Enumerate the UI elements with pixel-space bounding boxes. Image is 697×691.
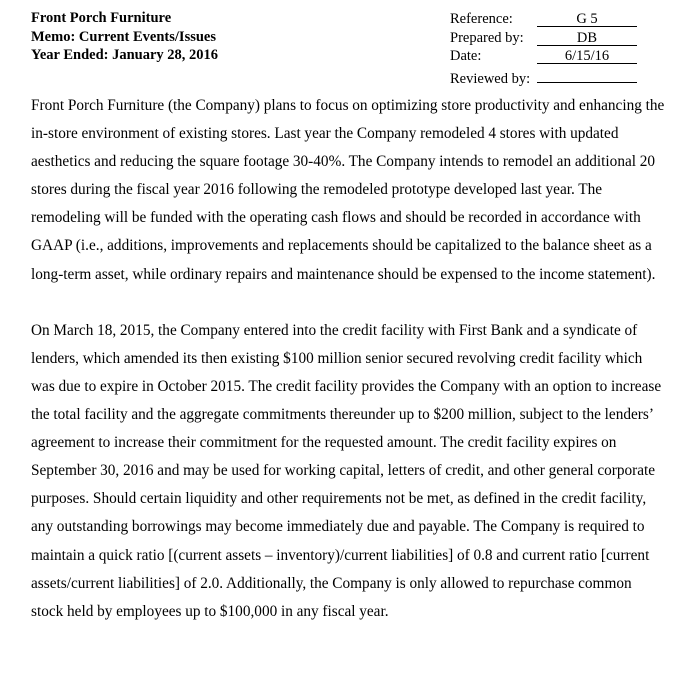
meta-row-reviewed-by bbox=[450, 66, 690, 85]
memo-header bbox=[0, 9, 697, 87]
memo-title-line-year-ended: Year Ended: January 28, 2016 bbox=[31, 47, 219, 63]
meta-value-date[interactable]: 6/15/16 bbox=[537, 47, 637, 64]
memo-paragraph-1: Front Porch Furniture (the Company) plans to focus on optimizing store productivity and enhancing the in-store environment of existing stores. Last year the Company remodeled 4 stores with updated aesthetics and reducing the square footage 30-40%. The Company intends to remodel an additional 20 stores during the fiscal year 2016 following the remodeled prototype developed last year. The remodeling will be funded with the operating cash flows and should be recorded in accordance with GAAP (i.e., additions, improvements and replacements should be capitalized to the balance sheet as a long-term asset, while ordinary repairs and maintenance should be expensed to the income statement). bbox=[31, 97, 665, 283]
memo-body bbox=[31, 92, 665, 626]
meta-label-reviewed-by: Reviewed by: bbox=[450, 70, 531, 87]
memo-paragraph-2: On March 18, 2015, the Company entered into the credit facility with First Bank and a syndicate of lenders, which amended its then existing $100 million senior secured revolving credit facility which was due to expire in October 2015. The credit facility provides the Company with an option to increase the total facility and the aggregate commitments thereunder up to $200 million, subject to the lenders’ agreement to increase their commitment for the requested amount. The credit facility expires on September 30, 2016 and may be used for working capital, letters of credit, and other general corporate purposes. Should certain liquidity and other requirements not be met, as defined in the credit facility, any outstanding borrowings may become immediately due and payable. The Company is required to maintain a quick ratio [(current assets – inventory)/current liabilities] of 0.8 and current ratio [current assets/current liabilities] of 2.0. Additionally, the Company is only allowed to repurchase common stock held by employees up to $100,000 in any fiscal year. bbox=[31, 321, 662, 620]
memo-title-line-company: Front Porch Furniture bbox=[31, 10, 172, 26]
memo-title-block bbox=[31, 9, 218, 65]
meta-label-reference: Reference: bbox=[450, 11, 513, 27]
memo-title-line-subject: Memo: Current Events/Issues bbox=[31, 28, 216, 45]
meta-value-reviewed-by[interactable] bbox=[537, 66, 637, 83]
meta-row-reference bbox=[450, 10, 690, 29]
meta-label-date: Date: bbox=[450, 48, 482, 64]
meta-value-reference[interactable]: G 5 bbox=[537, 10, 637, 27]
memo-meta-block bbox=[450, 10, 690, 87]
meta-label-prepared-by: Prepared by: bbox=[450, 29, 524, 46]
meta-row-prepared-by bbox=[450, 29, 690, 48]
meta-row-date bbox=[450, 47, 690, 66]
paragraph-spacer bbox=[31, 289, 665, 317]
meta-value-prepared-by[interactable]: DB bbox=[537, 29, 637, 46]
